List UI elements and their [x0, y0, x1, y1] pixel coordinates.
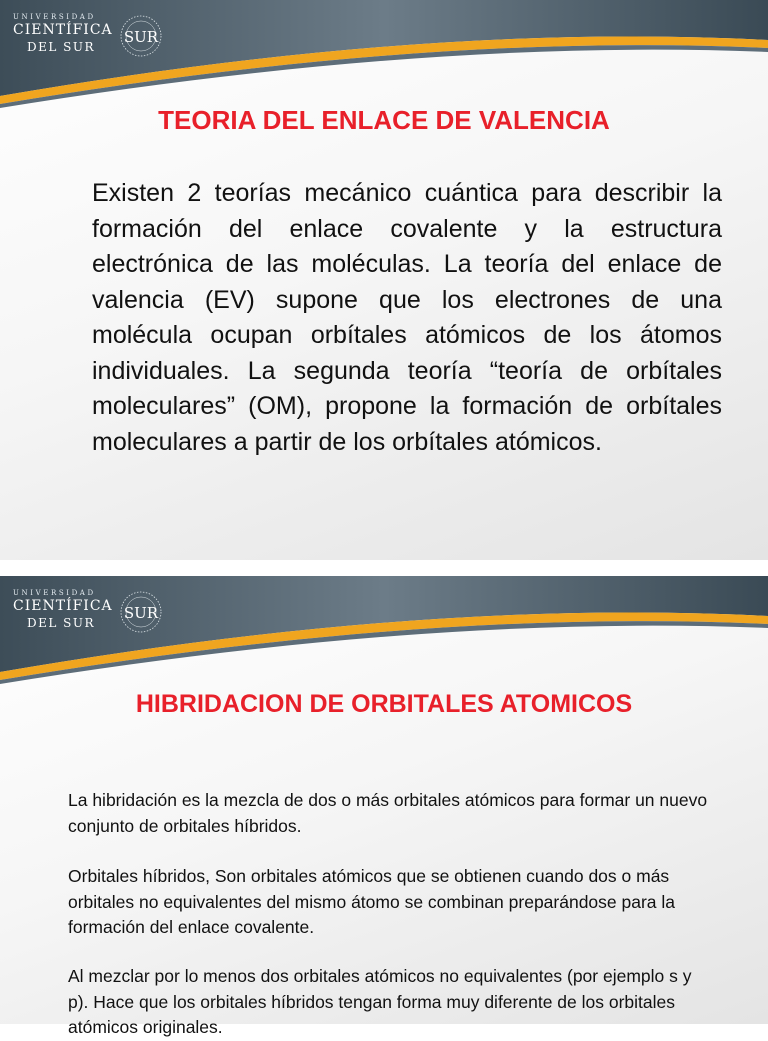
university-logo [13, 13, 173, 73]
logo-name-line1: CIENTÍFICA [13, 598, 113, 614]
logo-name-line2: DEL SUR [27, 40, 96, 54]
seal-text: SUR [123, 604, 159, 622]
logo-university-text: UNIVERSIDAD [13, 589, 96, 597]
slide-2 [0, 576, 768, 1037]
logo-name-line2: DEL SUR [27, 616, 96, 630]
paragraph-orbitales-hibridos: Orbitales híbridos, Son orbitales atómicos que se obtienen cuando dos o más orbitales no equivalentes del mismo átomo se combinan preparándose para la formación del enlace covalente. [68, 866, 676, 937]
slide-title: TEORIA DEL ENLACE DE VALENCIA [158, 105, 610, 135]
slide-title: HIBRIDACION DE ORBITALES ATOMICOS [135, 690, 633, 718]
seal-text: SUR [123, 28, 159, 46]
paragraph-hibridacion: La hibridación es la mezcla de dos o más orbitales atómicos para formar un nuevo conjunto de orbitales híbridos. [68, 790, 708, 836]
logo-name-line1: CIENTÍFICA [13, 22, 113, 38]
paragraph-mezcla: Al mezclar por lo menos dos orbitales atómicos no equivalentes (por ejemplo s y p). Hace que los orbitales híbridos tengan forma muy diferente de los orbitales atómicos originales. [68, 966, 692, 1037]
slide-body-text: Existen 2 teorías mecánico cuántica para describir la formación del enlace covalente y la estructura electrónica de las moléculas. La teoría del enlace de valencia (EV) supone que los electrones de una molécula ocupan orbítales atómicos de los átomos individuales. La segunda teoría “teoría de orbítales moleculares” (OM), propone la formación de orbítales moleculares a partir de los orbítales atómicos. [92, 179, 722, 456]
slide-divider [0, 560, 768, 576]
university-logo [13, 589, 173, 649]
logo-university-text: UNIVERSIDAD [13, 13, 96, 21]
